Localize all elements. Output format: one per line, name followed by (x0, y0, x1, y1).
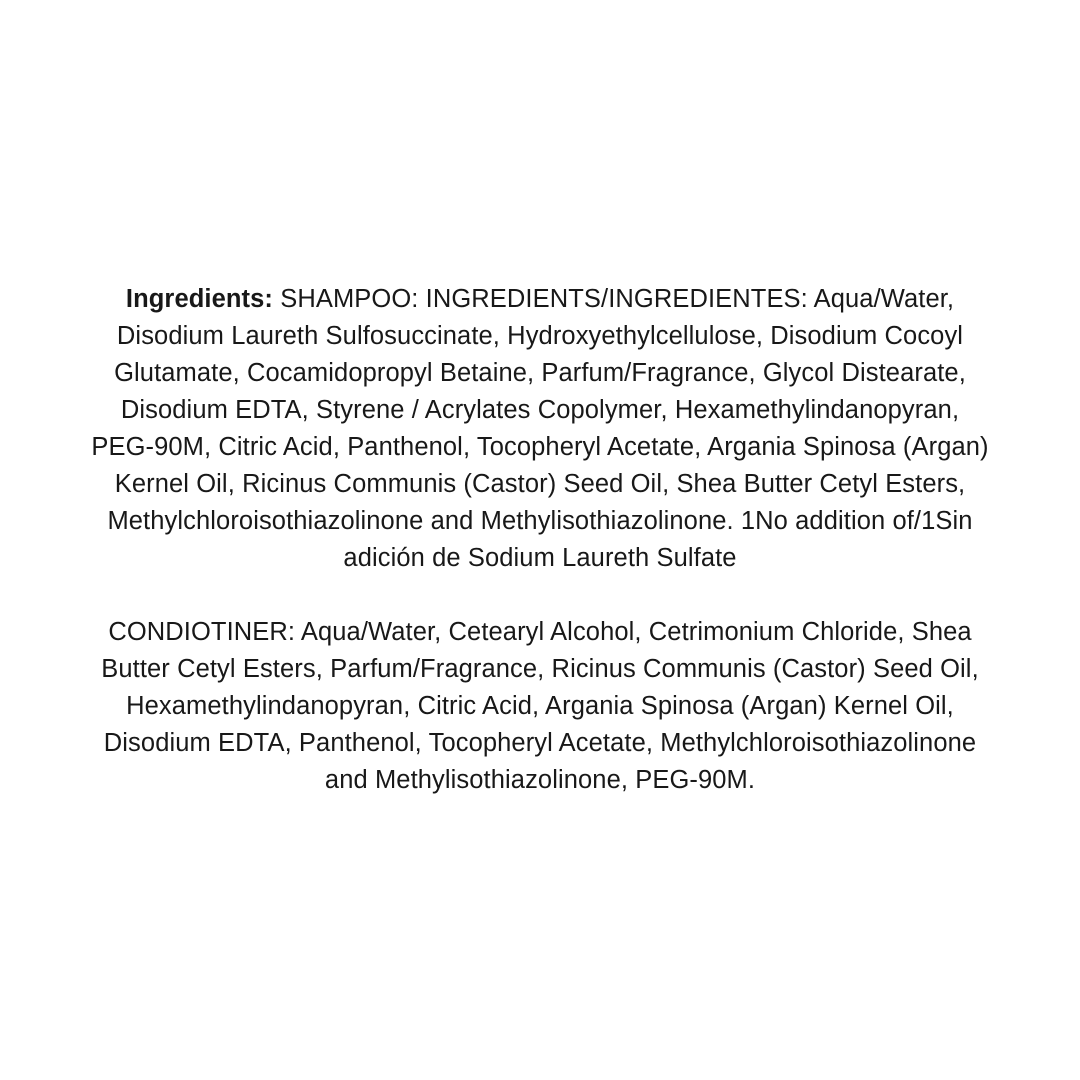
shampoo-ingredients-text: SHAMPOO: INGREDIENTS/INGREDIENTES: Aqua/Water, Disodium Laureth Sulfosuccinate, Hydroxyethylcellulose, Disodium Cocoyl Glutamate, Cocamidopropyl Betaine, Parfum/Fragrance, Glycol Distearate, Disodium EDTA, Styrene / Acrylates Copolymer, Hexamethylindanopyran, PEG-90M, Citric Acid, Panthenol, Tocopheryl Acetate, Argania Spinosa (Argan) Kernel Oil, Ricinus Communis (Castor) Seed Oil, Shea Butter Cetyl Esters, Methylchloroisothiazolinone and Methylisothiazolinone. 1No addition of/1Sin adición de Sodium Laureth Sulfate (91, 285, 989, 572)
conditioner-ingredients-paragraph: CONDIOTINER: Aqua/Water, Cetearyl Alcohol, Cetrimonium Chloride, Shea Butter Cetyl Esters, Parfum/Fragrance, Ricinus Communis (Castor) Seed Oil, Hexamethylindanopyran, Citric Acid, Argania Spinosa (Argan) Kernel Oil, Disodium EDTA, Panthenol, Tocopheryl Acetate, Methylchloroisothiazolinone and Methylisothiazolinone, PEG-90M. (101, 618, 979, 794)
ingredients-label: Ingredients: (125, 285, 274, 313)
ingredients-content (90, 281, 990, 799)
shampoo-ingredients-paragraph (90, 281, 990, 577)
